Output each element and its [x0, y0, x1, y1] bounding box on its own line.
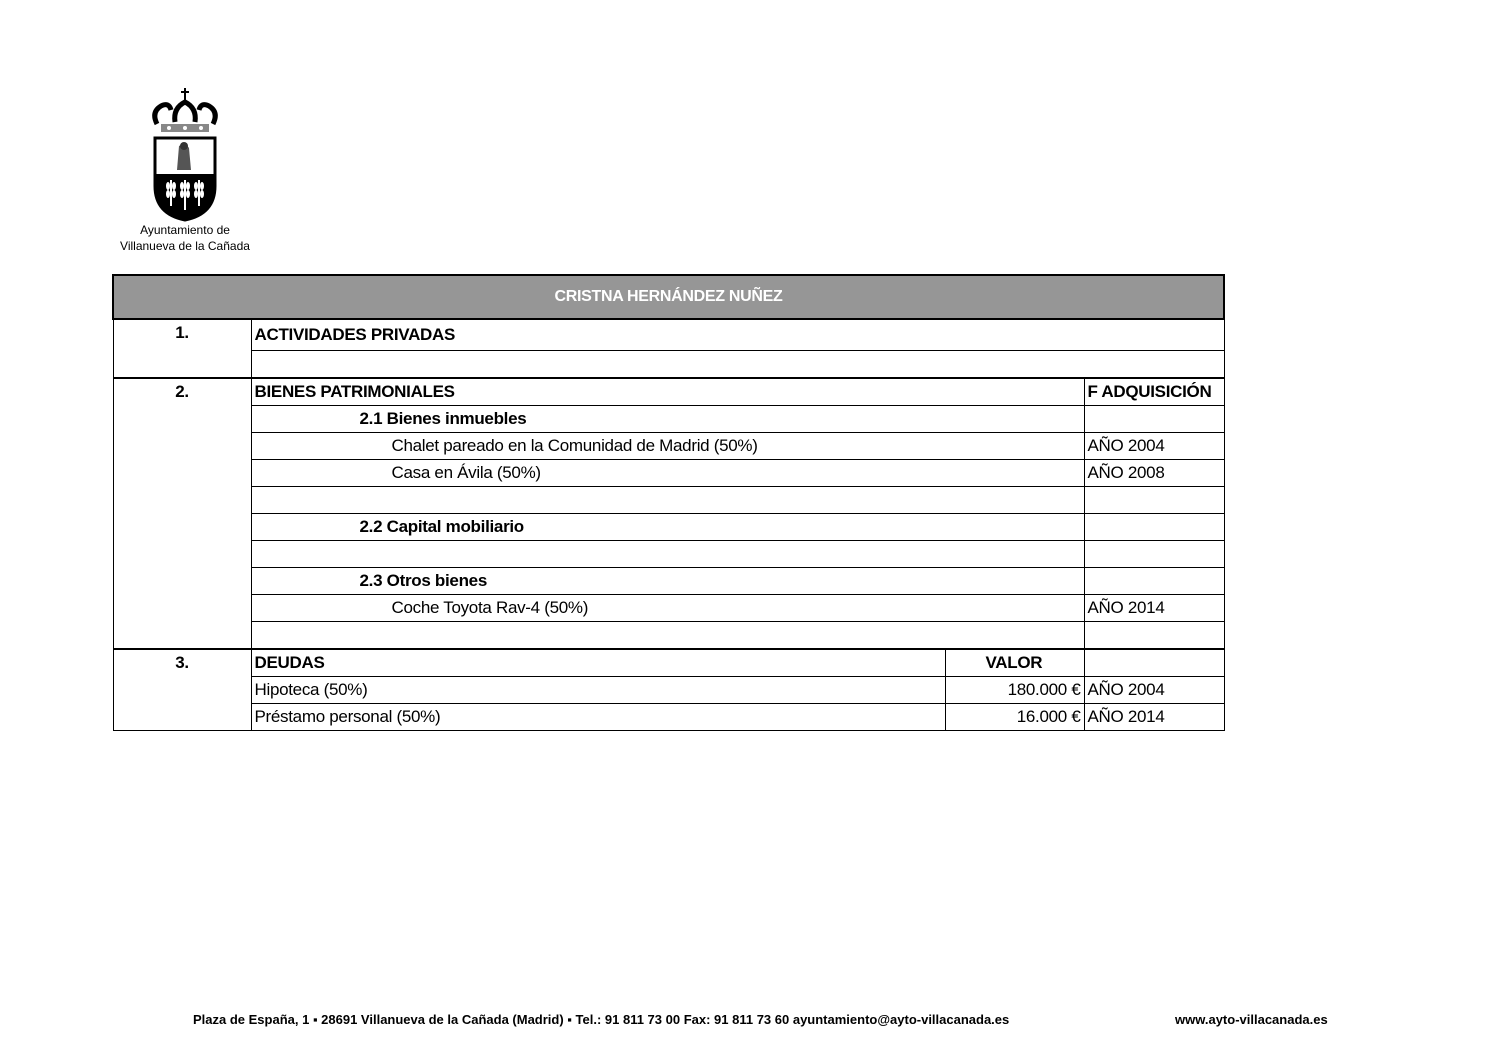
page-footer [193, 1012, 1343, 1027]
asset-label: Casa en Ávila (50%) [251, 460, 1084, 487]
declaration-table [112, 274, 1225, 731]
empty-cell [1084, 649, 1224, 677]
asset-label: Coche Toyota Rav-4 (50%) [251, 595, 1084, 622]
logo-text-line1: Ayuntamiento de [140, 223, 230, 237]
section-1-title: ACTIVIDADES PRIVADAS [251, 319, 1224, 351]
table-row [113, 704, 1224, 731]
debt-value: 180.000 € [945, 677, 1084, 704]
table-row [113, 487, 1224, 514]
table-row [113, 319, 1224, 351]
empty-cell [251, 541, 1084, 568]
subsection-2-2-title: 2.2 Capital mobiliario [251, 514, 1084, 541]
asset-date: AÑO 2014 [1084, 595, 1224, 622]
footer-website-link[interactable]: www.ayto-villacanada.es [1175, 1012, 1328, 1027]
subsection-2-3-title: 2.3 Otros bienes [251, 568, 1084, 595]
table-row [113, 649, 1224, 677]
empty-cell [1084, 541, 1224, 568]
section-3-title: DEUDAS [251, 649, 945, 677]
empty-cell [1084, 406, 1224, 433]
table-row [113, 541, 1224, 568]
table-row [113, 595, 1224, 622]
debt-date: AÑO 2014 [1084, 704, 1224, 731]
acquisition-date-header: F ADQUISICIÓN [1084, 378, 1224, 406]
footer-address: Plaza de España, 1 ▪ 28691 Villanueva de la Cañada (Madrid) ▪ Tel.: 91 811 73 00 Fax: 91 811 73 60 ayuntamiento@ayto-villacanada.es [193, 1012, 1010, 1027]
table-row [113, 406, 1224, 433]
asset-date: AÑO 2004 [1084, 433, 1224, 460]
table-header-row [113, 275, 1224, 319]
debt-date: AÑO 2004 [1084, 677, 1224, 704]
empty-cell [1084, 568, 1224, 595]
debt-value: 16.000 € [945, 704, 1084, 731]
table-row [113, 460, 1224, 487]
empty-cell [251, 351, 1224, 379]
asset-date: AÑO 2008 [1084, 460, 1224, 487]
table-row [113, 514, 1224, 541]
subsection-2-1-title: 2.1 Bienes inmuebles [251, 406, 1084, 433]
table-row [113, 433, 1224, 460]
value-header: VALOR [945, 649, 1084, 677]
empty-cell [251, 487, 1084, 514]
empty-cell [251, 622, 1084, 650]
table-row [113, 378, 1224, 406]
section-2-title: BIENES PATRIMONIALES [251, 378, 1084, 406]
debt-label: Hipoteca (50%) [251, 677, 945, 704]
table-row [113, 677, 1224, 704]
empty-cell [1084, 622, 1224, 650]
table-row [113, 622, 1224, 650]
municipality-logo [104, 86, 266, 254]
table-row [113, 351, 1224, 379]
table-row [113, 568, 1224, 595]
section-3-number: 3. [113, 649, 251, 731]
coat-of-arms-icon [149, 86, 221, 222]
empty-cell [1084, 487, 1224, 514]
debt-label: Préstamo personal (50%) [251, 704, 945, 731]
asset-label: Chalet pareado en la Comunidad de Madrid (50%) [251, 433, 1084, 460]
section-1-number: 1. [113, 319, 251, 378]
logo-text-line2: Villanueva de la Cañada [120, 239, 250, 253]
section-2-number: 2. [113, 378, 251, 649]
declarant-name: CRISTNA HERNÁNDEZ NUÑEZ [113, 275, 1224, 319]
empty-cell [1084, 514, 1224, 541]
